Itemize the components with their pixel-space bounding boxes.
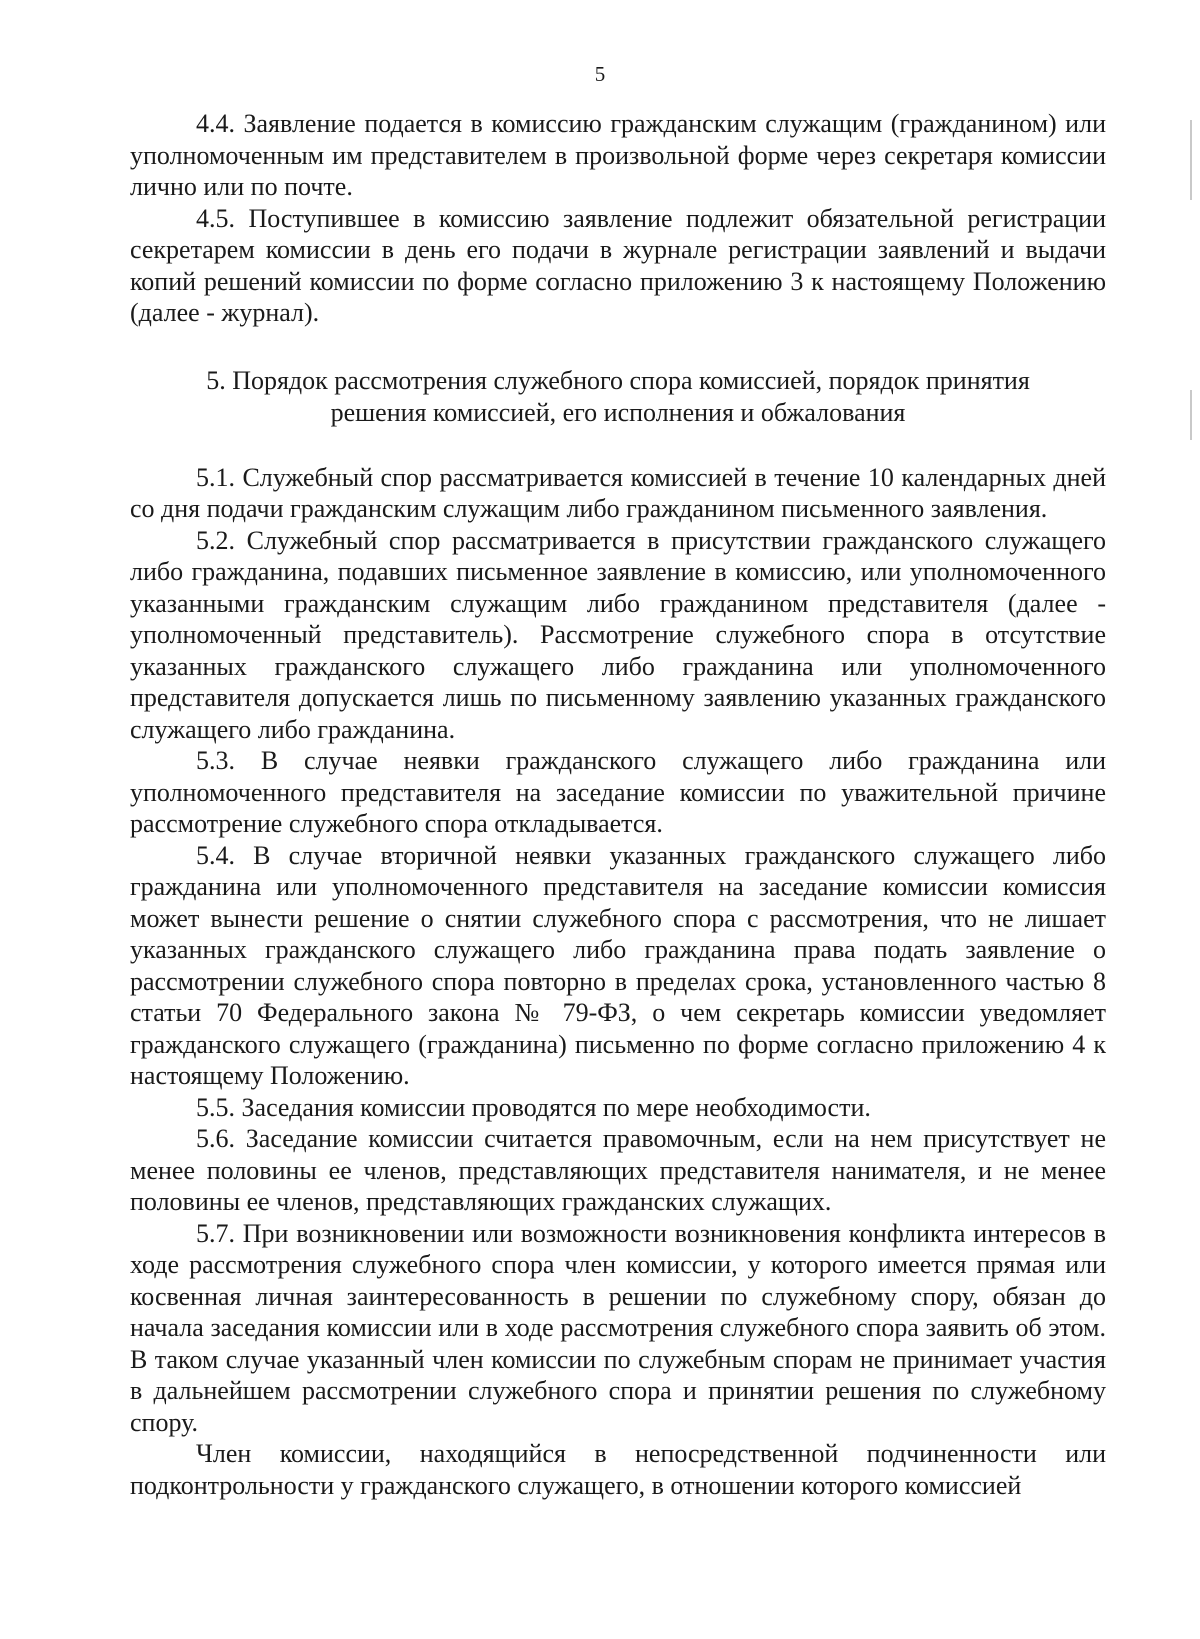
scan-artifact-line [1190, 390, 1192, 440]
document-body [130, 108, 1106, 1501]
paragraph-5-1: 5.1. Служебный спор рассматривается комиссией в течение 10 календарных дней со дня подачи гражданским служащим либо гражданином письменного заявления. [130, 462, 1106, 523]
section-heading: 5. Порядок рассмотрения служебного спора комиссией, порядок принятия решения комиссией, его исполнения и обжалования [206, 365, 1030, 427]
paragraph-5-7: 5.7. При возникновении или возможности возникновения конфликта интересов в ходе рассмотрения служебного спора член комиссии, у которого имеется прямая или косвенная личная заинтересованность в решении по служебному спору, обязан до начала заседания комиссии или в ходе рассмотрения служебного спора заявить об этом. В таком случае указанный член комиссии по служебным спорам не принимает участия в дальнейшем рассмотрении служебного спора и принятии решения по служебному спору. [130, 1218, 1106, 1437]
page-number: 5 [594, 62, 606, 86]
paragraph-4-4: 4.4. Заявление подается в комиссию гражданским служащим (гражданином) или уполномоченным им представителем в произвольной форме через секретаря комиссии лично или по почте. [130, 109, 1106, 201]
paragraph-member-conflict: Член комиссии, находящийся в непосредственной подчиненности или подконтрольности у гражданского служащего, в отношении которого комиссией [130, 1439, 1106, 1500]
paragraph-5-6: 5.6. Заседание комиссии считается правомочным, если на нем присутствует не менее половины ее членов, представляющих представителя нанимателя, и не менее половины ее членов, представляющих гражданских служащих. [130, 1124, 1106, 1216]
paragraph-5-2: 5.2. Служебный спор рассматривается в присутствии гражданского служащего либо гражданина, подавших письменное заявление в комиссию, или уполномоченного указанными гражданским служащим либо гражданином представителя (далее - уполномоченный представитель). Рассмотрение служебного спора в отсутствие указанных гражданского служащего либо гражданина или уполномоченного представителя допускается лишь по письменному заявлению указанных гражданского служащего либо гражданина. [130, 525, 1106, 744]
paragraph-5-4: 5.4. В случае вторичной неявки указанных гражданского служащего либо гражданина или уполномоченного представителя на заседание комиссии комиссия может вынести решение о снятии служебного спора с рассмотрения, что не лишает указанных гражданского служащего либо гражданина права подать заявление о рассмотрении служебного спора повторно в пределах срока, установленного частью 8 статьи 70 Федерального закона № 79-ФЗ, о чем секретарь комиссии уведомляет гражданского служащего (гражданина) письменно по форме согласно приложению 4 к настоящему Положению. [130, 840, 1106, 1090]
paragraph-5-3: 5.3. В случае неявки гражданского служащего либо гражданина или уполномоченного представителя на заседание комиссии по уважительной причине рассмотрение служебного спора откладывается. [130, 746, 1106, 838]
paragraph-5-5: 5.5. Заседания комиссии проводятся по мере необходимости. [196, 1092, 871, 1122]
paragraph-4-5: 4.5. Поступившее в комиссию заявление подлежит обязательной регистрации секретарем комиссии в день его подачи в журнале регистрации заявлений и выдачи копий решений комиссии по форме согласно приложению 3 к настоящему Положению (далее - журнал). [130, 203, 1106, 327]
scan-artifact-line [1190, 120, 1192, 200]
